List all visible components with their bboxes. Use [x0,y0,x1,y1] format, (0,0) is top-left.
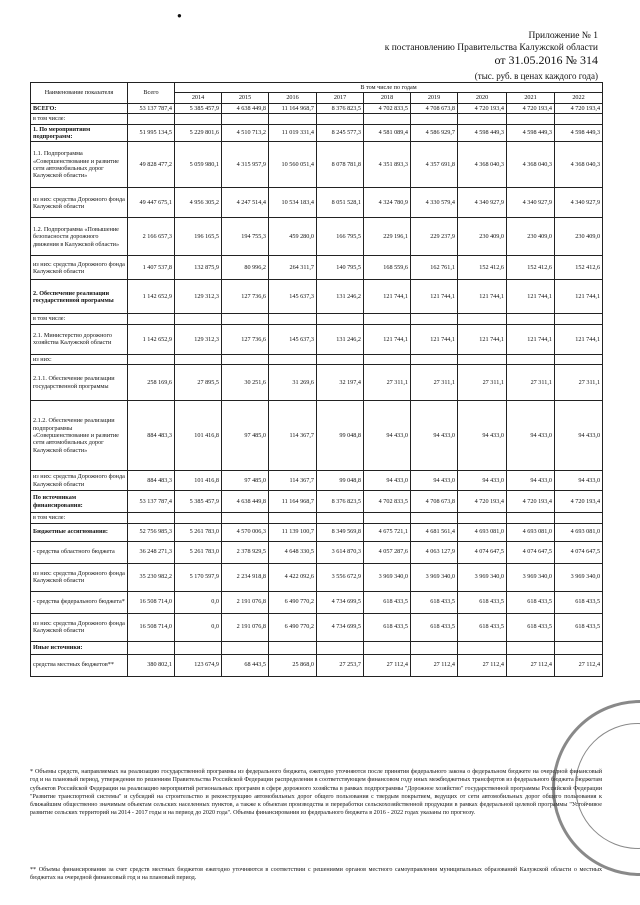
row-year-cell: 168 559,6 [364,256,411,280]
row-year-cell: 618 433,5 [458,591,507,613]
appendix-title: Приложение № 1 [528,31,598,41]
row-year-cell [317,354,364,364]
row-year-cell [555,114,603,124]
row-year-cell: 11 164 968,7 [269,491,317,513]
row-label: ВСЕГО: [31,103,128,113]
row-total-cell: 16 508 714,0 [128,613,175,641]
row-year-cell: 32 197,4 [317,365,364,401]
row-year-cell: 3 969 340,0 [555,563,603,591]
row-year-cell [317,513,364,523]
row-year-cell: 618 433,5 [458,613,507,641]
row-year-cell: 4 340 927,9 [458,188,507,218]
row-year-cell: 10 534 183,4 [269,188,317,218]
row-year-cell: 4 510 713,2 [222,124,269,142]
row-year-cell: 4 734 699,5 [317,591,364,613]
row-year-cell: 94 433,0 [507,471,555,491]
row-year-cell [364,314,411,324]
row-year-cell: 5 229 801,6 [175,124,222,142]
row-year-cell: 4 351 893,3 [364,142,411,188]
row-total-cell: 51 995 134,5 [128,124,175,142]
row-year-cell [317,314,364,324]
row-year-cell: 166 795,5 [317,218,364,256]
row-year-cell [507,641,555,654]
row-year-cell [175,513,222,523]
row-year-cell: 4 693 081,0 [458,523,507,541]
row-year-cell: 230 409,0 [458,218,507,256]
row-year-cell: 230 409,0 [507,218,555,256]
row-year-cell: 4 581 089,4 [364,124,411,142]
row-year-cell: 618 433,5 [507,613,555,641]
year-header: 2020 [458,93,507,103]
table-row [31,280,603,314]
row-year-cell: 3 614 870,3 [317,541,364,563]
row-year-cell: 121 744,1 [507,324,555,354]
row-year-cell: 4 720 193,4 [507,103,555,113]
row-total-cell: 1 407 537,8 [128,256,175,280]
row-year-cell: 27 311,1 [411,365,458,401]
row-year-cell: 4 734 699,5 [317,613,364,641]
row-year-cell: 2 378 929,5 [222,541,269,563]
row-year-cell: 127 736,6 [222,324,269,354]
row-year-cell: 8 376 823,5 [317,103,364,113]
row-year-cell: 4 074 647,5 [507,541,555,563]
row-year-cell: 8 078 781,8 [317,142,364,188]
row-year-cell [507,314,555,324]
year-header: 2022 [555,93,603,103]
row-label: Бюджетные ассигнования: [31,523,128,541]
row-year-cell: 152 412,6 [458,256,507,280]
row-year-cell: 264 311,7 [269,256,317,280]
row-year-cell: 162 761,1 [411,256,458,280]
row-year-cell: 3 969 340,0 [411,563,458,591]
row-year-cell [411,114,458,124]
row-year-cell: 4 340 927,9 [555,188,603,218]
row-year-cell: 27 112,4 [411,654,458,676]
row-year-cell: 27 112,4 [458,654,507,676]
table-row [31,541,603,563]
row-year-cell: 145 637,3 [269,324,317,354]
row-year-cell: 114 367,7 [269,401,317,471]
row-total-cell [128,114,175,124]
row-year-cell: 97 485,0 [222,471,269,491]
row-year-cell: 25 868,0 [269,654,317,676]
row-year-cell: 5 385 457,9 [175,103,222,113]
row-year-cell: 27 311,1 [364,365,411,401]
row-year-cell: 4 720 193,4 [555,103,603,113]
row-total-cell: 52 756 985,3 [128,523,175,541]
row-year-cell: 4 675 721,1 [364,523,411,541]
row-label: 2.1.2. Обеспечение реализации подпрограммы «Совершенствование и развитие сети автомобильных дорог Калужской области» [31,401,128,471]
row-label: из них: средства Дорожного фонда Калужской области [31,256,128,280]
row-year-cell [507,513,555,523]
row-label: 1.1. Подпрограмма «Совершенствование и развитие сети автомобильных дорог Калужской области» [31,142,128,188]
row-year-cell: 131 246,2 [317,280,364,314]
row-year-cell: 196 165,5 [175,218,222,256]
row-year-cell: 152 412,6 [555,256,603,280]
row-year-cell: 121 744,1 [555,324,603,354]
row-year-cell: 101 416,8 [175,471,222,491]
row-year-cell [364,354,411,364]
row-year-cell [269,513,317,523]
row-year-cell: 6 490 770,2 [269,591,317,613]
row-year-cell: 4 693 081,0 [507,523,555,541]
units-note: (тыс. руб. в ценах каждого года) [474,71,598,81]
row-year-cell: 27 311,1 [507,365,555,401]
row-year-cell: 4 357 691,8 [411,142,458,188]
row-year-cell [555,354,603,364]
footnote-federal: * Объемы средств, направляемых на реализацию государственной программы из федерального бюджета, ежегодно уточняются после принятия федерального закона о федеральном бюджете на очередной финансовый год и на плановый период, утверждения по решениям Правительства Российской Федерации распределения в соответствующем финансовом году иных межбюджетных трансфертов из федерального бюджета бюджетам субъектов Российской Федерации на реализацию мероприятий региональных программ в сфере дорожного хозяйства в рамках подпрограммы "Дорожное хозяйство" государственной программы Российской Федерации "Развитие транспортной системы" и субсидий на строительство и реконструкцию автомобильных дорог общего пользования с твердым покрытием, ведущих от сети автомобильных дорог общего пользования к ближайшим общественно значимым объектам сельских населенных пунктов, а также к объектам производства и переработки сельскохозяйственной продукции в рамках федеральной целевой программы "Устойчивое развитие сельских территорий на 2014 - 2017 годы и на период до 2020 года". Объемы финансирования из федерального бюджета в 2016 - 2022 годах указаны по прогнозу. [30,769,602,817]
row-year-cell [269,314,317,324]
row-label: 2.1.1. Обеспечение реализации государственной программы [31,365,128,401]
col-total-header: Всего [128,83,175,104]
row-label: в том числе: [31,314,128,324]
row-year-cell: 80 996,2 [222,256,269,280]
row-year-cell: 4 681 561,4 [411,523,458,541]
table-row [31,354,603,364]
row-year-cell: 3 969 340,0 [364,563,411,591]
table-row [31,188,603,218]
row-year-cell: 5 059 980,1 [175,142,222,188]
row-year-cell: 4 638 449,8 [222,491,269,513]
table-row [31,513,603,523]
row-year-cell [458,354,507,364]
table-row [31,613,603,641]
row-year-cell: 3 969 340,0 [458,563,507,591]
financing-table [30,82,603,677]
row-year-cell: 11 164 968,7 [269,103,317,113]
row-year-cell: 27 253,7 [317,654,364,676]
table-row [31,523,603,541]
row-year-cell: 121 744,1 [411,280,458,314]
col-name-header: Наименование показателя [31,83,128,104]
row-year-cell: 27 112,4 [507,654,555,676]
row-year-cell [555,513,603,523]
row-total-cell: 53 137 787,4 [128,491,175,513]
row-year-cell: 27 311,1 [458,365,507,401]
row-year-cell: 121 744,1 [364,324,411,354]
row-year-cell: 618 433,5 [507,591,555,613]
row-year-cell: 4 693 081,0 [555,523,603,541]
appendix-subtitle: к постановлению Правительства Калужской области [384,43,598,53]
row-year-cell: 4 324 780,9 [364,188,411,218]
row-year-cell: 4 598 449,3 [555,124,603,142]
row-year-cell [222,114,269,124]
row-year-cell: 2 191 076,8 [222,591,269,613]
resolution-date: от 31.05.2016 № 314 [494,53,598,67]
row-year-cell: 4 057 287,6 [364,541,411,563]
row-year-cell [458,114,507,124]
row-year-cell: 8 245 577,3 [317,124,364,142]
table-row [31,563,603,591]
row-label: По источникам финансирования: [31,491,128,513]
row-year-cell: 4 648 330,5 [269,541,317,563]
year-header: 2018 [364,93,411,103]
year-header: 2016 [269,93,317,103]
row-year-cell: 123 674,9 [175,654,222,676]
row-year-cell: 4 074 647,5 [555,541,603,563]
row-year-cell: 4 063 127,9 [411,541,458,563]
row-year-cell: 11 139 100,7 [269,523,317,541]
row-year-cell: 4 720 193,4 [555,491,603,513]
row-total-cell: 16 508 714,0 [128,591,175,613]
row-year-cell: 2 191 076,8 [222,613,269,641]
row-year-cell: 5 385 457,9 [175,491,222,513]
row-label: 1.2. Подпрограмма «Повышение безопасности дорожного движения в Калужской области» [31,218,128,256]
row-year-cell [269,354,317,364]
row-year-cell: 8 349 569,8 [317,523,364,541]
row-year-cell: 10 560 051,4 [269,142,317,188]
row-year-cell: 94 433,0 [507,401,555,471]
scan-mark: ● [177,11,182,20]
row-label: в том числе: [31,114,128,124]
row-total-cell: 2 166 657,3 [128,218,175,256]
row-year-cell [222,641,269,654]
row-year-cell: 101 416,8 [175,401,222,471]
table-row [31,641,603,654]
row-year-cell: 3 969 340,0 [507,563,555,591]
table-row [31,142,603,188]
row-year-cell: 121 744,1 [364,280,411,314]
row-year-cell [175,114,222,124]
table-row [31,591,603,613]
row-year-cell: 230 409,0 [555,218,603,256]
row-label: из них: средства Дорожного фонда Калужской области [31,613,128,641]
row-label: в том числе: [31,513,128,523]
row-year-cell [555,314,603,324]
table-row [31,365,603,401]
row-year-cell: 121 744,1 [411,324,458,354]
row-year-cell [269,641,317,654]
row-year-cell: 94 433,0 [411,401,458,471]
row-year-cell: 618 433,5 [555,613,603,641]
row-year-cell: 5 261 783,0 [175,541,222,563]
row-year-cell: 8 376 823,5 [317,491,364,513]
row-label: 1. По мероприятиям подпрограмм: [31,124,128,142]
row-year-cell: 94 433,0 [411,471,458,491]
row-year-cell: 4 708 673,8 [411,491,458,513]
row-total-cell: 884 483,3 [128,471,175,491]
row-year-cell: 4 598 449,3 [458,124,507,142]
year-header: 2015 [222,93,269,103]
row-year-cell: 94 433,0 [555,471,603,491]
row-label: из них: средства Дорожного фонда Калужской области [31,563,128,591]
year-header: 2019 [411,93,458,103]
row-year-cell [175,354,222,364]
row-total-cell: 35 230 982,2 [128,563,175,591]
row-total-cell: 380 802,1 [128,654,175,676]
row-year-cell: 121 744,1 [555,280,603,314]
row-year-cell: 27 895,5 [175,365,222,401]
row-year-cell: 129 312,3 [175,324,222,354]
row-year-cell: 94 433,0 [555,401,603,471]
row-year-cell: 121 744,1 [507,280,555,314]
row-year-cell [222,354,269,364]
row-year-cell: 618 433,5 [364,591,411,613]
row-year-cell: 131 246,2 [317,324,364,354]
row-year-cell [364,641,411,654]
row-year-cell: 30 251,6 [222,365,269,401]
row-year-cell [222,314,269,324]
footnote-local: ** Объемы финансирования за счет средств местных бюджетов ежегодно уточняются в соответствии с решениями органов местного самоуправления муниципальных образований Калужской области о местных бюджетах на очередной финансовый год и на плановый период. [30,867,602,882]
row-year-cell [175,641,222,654]
row-year-cell: 99 048,8 [317,401,364,471]
row-label: - средства федерального бюджета* [31,591,128,613]
row-year-cell: 4 247 514,4 [222,188,269,218]
row-year-cell [458,513,507,523]
row-year-cell: 5 261 783,0 [175,523,222,541]
table-row [31,218,603,256]
row-total-cell: 36 248 271,3 [128,541,175,563]
row-label: Иные источники: [31,641,128,654]
row-year-cell: 618 433,5 [555,591,603,613]
table-row [31,324,603,354]
row-year-cell: 4 702 833,5 [364,491,411,513]
row-year-cell: 4 315 957,9 [222,142,269,188]
row-year-cell: 97 485,0 [222,401,269,471]
row-year-cell: 618 433,5 [411,613,458,641]
year-header: 2017 [317,93,364,103]
row-total-cell [128,314,175,324]
row-year-cell: 27 311,1 [555,365,603,401]
row-year-cell: 152 412,6 [507,256,555,280]
row-year-cell: 4 570 006,3 [222,523,269,541]
row-year-cell: 4 074 647,5 [458,541,507,563]
row-year-cell: 94 433,0 [364,471,411,491]
row-year-cell: 27 112,4 [555,654,603,676]
row-label: из них: [31,354,128,364]
row-total-cell: 1 142 652,9 [128,280,175,314]
row-year-cell [175,314,222,324]
row-year-cell: 99 048,8 [317,471,364,491]
table-row [31,314,603,324]
row-year-cell: 94 433,0 [364,401,411,471]
row-year-cell: 129 312,3 [175,280,222,314]
row-total-cell: 884 483,3 [128,401,175,471]
row-year-cell: 4 340 927,9 [507,188,555,218]
row-year-cell: 6 490 770,2 [269,613,317,641]
row-year-cell: 94 433,0 [458,471,507,491]
row-year-cell [507,114,555,124]
row-year-cell: 229 196,1 [364,218,411,256]
row-label: 2.1. Министерство дорожного хозяйства Калужской области [31,324,128,354]
row-year-cell: 4 708 673,8 [411,103,458,113]
row-year-cell: 4 368 040,3 [458,142,507,188]
row-year-cell: 94 433,0 [458,401,507,471]
row-year-cell [411,354,458,364]
col-years-group-header: В том числе по годам [175,83,603,93]
row-year-cell: 27 112,4 [364,654,411,676]
year-header: 2014 [175,93,222,103]
row-year-cell: 0,0 [175,613,222,641]
row-year-cell: 4 720 193,4 [458,103,507,113]
row-total-cell [128,641,175,654]
row-year-cell [317,641,364,654]
row-year-cell: 4 720 193,4 [458,491,507,513]
table-body [31,103,603,676]
row-year-cell: 4 720 193,4 [507,491,555,513]
table-row [31,124,603,142]
row-year-cell: 4 368 040,3 [555,142,603,188]
row-year-cell: 68 443,5 [222,654,269,676]
table-row [31,256,603,280]
row-year-cell: 127 736,6 [222,280,269,314]
row-total-cell [128,354,175,364]
row-total-cell: 49 828 477,2 [128,142,175,188]
row-year-cell: 4 368 040,3 [507,142,555,188]
table-row [31,401,603,471]
row-total-cell: 1 142 652,9 [128,324,175,354]
row-year-cell: 140 795,5 [317,256,364,280]
row-year-cell: 4 330 579,4 [411,188,458,218]
row-year-cell: 2 234 918,8 [222,563,269,591]
row-year-cell: 3 556 672,9 [317,563,364,591]
row-year-cell [555,641,603,654]
row-year-cell: 4 702 833,5 [364,103,411,113]
year-header: 2021 [507,93,555,103]
row-year-cell: 132 875,9 [175,256,222,280]
row-year-cell: 4 598 449,3 [507,124,555,142]
row-year-cell: 5 170 597,9 [175,563,222,591]
row-year-cell [411,641,458,654]
row-year-cell [411,314,458,324]
official-seal [552,700,640,876]
row-label: из них: средства Дорожного фонда Калужской области [31,188,128,218]
row-label: из них: средства Дорожного фонда Калужской области [31,471,128,491]
table-row [31,103,603,113]
row-year-cell: 194 755,3 [222,218,269,256]
row-year-cell: 145 637,3 [269,280,317,314]
table-row [31,491,603,513]
row-year-cell [364,114,411,124]
table-row [31,471,603,491]
row-total-cell: 49 447 675,1 [128,188,175,218]
row-year-cell: 4 586 929,7 [411,124,458,142]
row-label: 2. Обеспечение реализации государственной программы [31,280,128,314]
table-row [31,654,603,676]
row-year-cell: 4 422 092,6 [269,563,317,591]
row-year-cell: 229 237,9 [411,218,458,256]
row-year-cell: 8 051 528,1 [317,188,364,218]
row-year-cell: 31 269,6 [269,365,317,401]
row-label: средства местных бюджетов** [31,654,128,676]
row-year-cell [364,513,411,523]
row-year-cell [269,114,317,124]
row-label: - средства областного бюджета [31,541,128,563]
row-total-cell: 53 137 787,4 [128,103,175,113]
row-year-cell: 121 744,1 [458,324,507,354]
row-year-cell: 11 019 331,4 [269,124,317,142]
row-year-cell: 121 744,1 [458,280,507,314]
row-year-cell [458,314,507,324]
row-total-cell: 258 169,6 [128,365,175,401]
row-year-cell: 114 367,7 [269,471,317,491]
row-year-cell [411,513,458,523]
row-year-cell: 459 280,0 [269,218,317,256]
row-year-cell [222,513,269,523]
row-year-cell: 618 433,5 [411,591,458,613]
row-year-cell: 4 638 449,8 [222,103,269,113]
table-row [31,114,603,124]
row-total-cell [128,513,175,523]
row-year-cell [317,114,364,124]
row-year-cell: 0,0 [175,591,222,613]
row-year-cell [458,641,507,654]
row-year-cell [507,354,555,364]
row-year-cell: 618 433,5 [364,613,411,641]
row-year-cell: 4 956 305,2 [175,188,222,218]
